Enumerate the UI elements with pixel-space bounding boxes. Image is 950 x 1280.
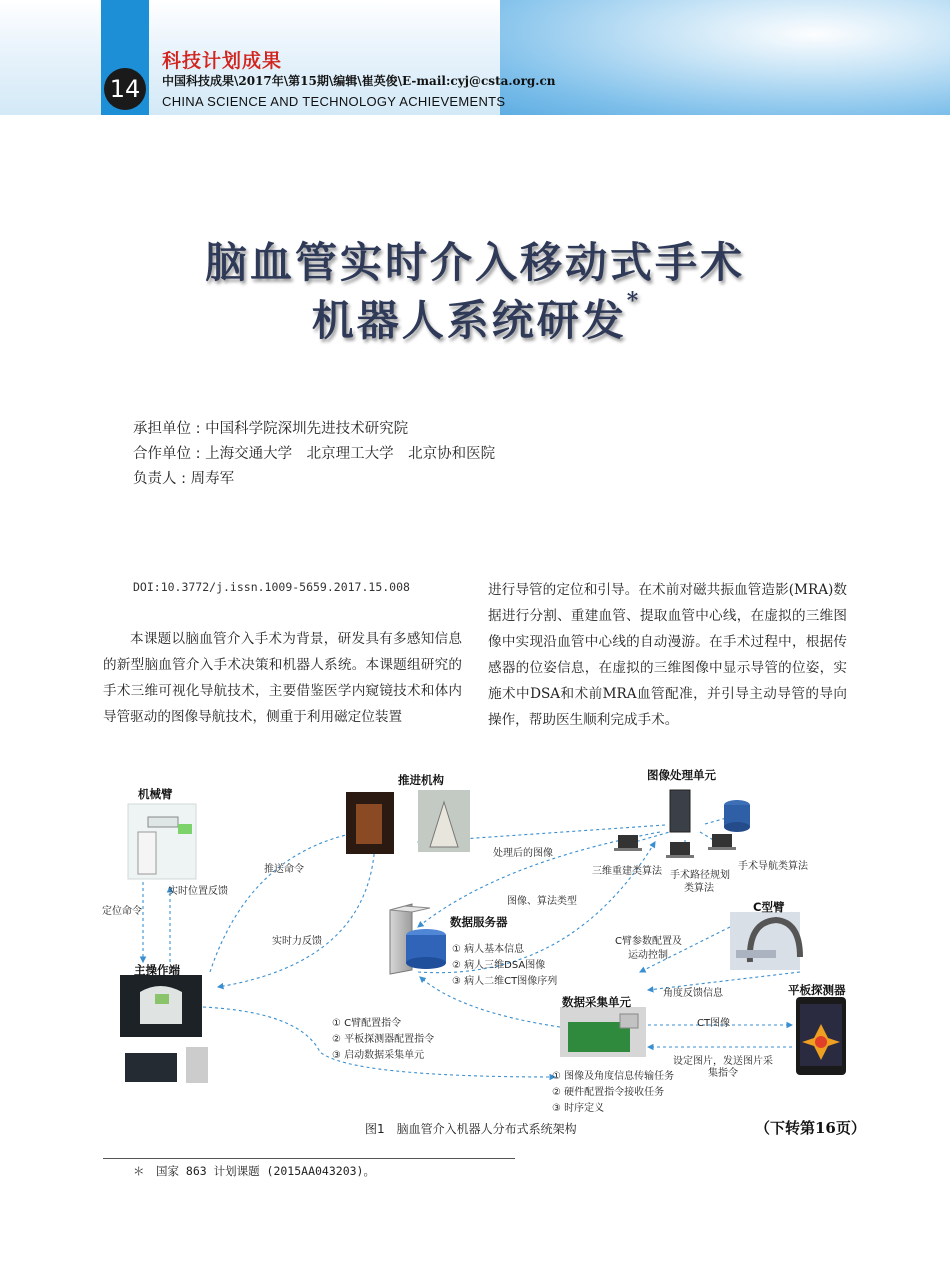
partner-value: 上海交通大学 北京理工大学 北京协和医院 (205, 446, 496, 462)
footnote-rule (103, 1158, 515, 1159)
label-position-command: 定位命令 (102, 906, 142, 917)
label-angle-feedback: 角度反馈信息 (663, 988, 723, 999)
colon: : (191, 421, 206, 437)
journal-meta: 中国科技成果\2017年\第15期\编辑\崔英俊\E-mail:cyj@csta.org.cn (162, 74, 556, 88)
node-image-processing-unit: 图像处理单元 (647, 768, 716, 782)
label-push-command: 推送命令 (264, 864, 304, 875)
node-robot-arm: 机械臂 (138, 787, 173, 801)
figure-caption: 图1 脑血管介入机器人分布式系统架构 (365, 1122, 577, 1136)
c-arm-image (730, 912, 800, 970)
undertaker-label: 承担单位 (133, 421, 191, 437)
image-processing-unit-images (614, 790, 750, 858)
robot-arm-image (128, 804, 196, 879)
label-path-algo-2: 类算法 (684, 883, 714, 894)
label-carm-config-2: 运动控制 (628, 950, 668, 961)
push-mechanism-images (346, 790, 470, 854)
label-server-item-1: ① 病人基本信息 (452, 944, 525, 955)
colon: : (191, 446, 206, 462)
colon: : (176, 471, 191, 487)
label-recon-algo: 三维重建类算法 (592, 866, 662, 877)
node-data-acquisition: 数据采集单元 (562, 995, 631, 1009)
data-server-image (390, 904, 446, 974)
partner-label: 合作单位 (133, 446, 191, 462)
article-title-line1: 脑血管实时介入移动式手术 (204, 238, 745, 287)
system-architecture-figure (100, 762, 860, 1122)
journal-english-name: CHINA SCIENCE AND TECHNOLOGY ACHIEVEMENTS (162, 94, 506, 109)
label-ct-image: CT图像 (697, 1018, 731, 1029)
label-acq-item-1: ① 图像及角度信息传输任务 (552, 1071, 675, 1082)
footnote-mark: * (626, 288, 639, 314)
page-number: 14 (104, 68, 146, 110)
leader-label: 负责人 (133, 471, 177, 487)
section-title: 科技计划成果 (162, 50, 283, 72)
body-paragraph-left: 本课题以脑血管介入手术为背景，研发具有多感知信息的新型脑血管介入手术决策和机器人系统。本课题组研究的手术三维可视化导航技术，主要借鉴医学内窥镜技术和体内导管驱动的图像导航技术，侧重于利用磁定位装置 (103, 631, 462, 725)
body-paragraph-right: 进行导管的定位和引导。在术前对磁共振血管造影(MRA)数据进行分割、重建血管、提取血管中心线，在虚拟的三维图像中实现沿血管中心线的自动漫游。在手术过程中，根据传感器的位姿信息，在虚拟的三维图像中显示导管的位姿，实施术中DSA和术前MRA血管配准，并引导主动导管的导向操作，帮助医生顺利完成手术。 (488, 582, 847, 728)
leader-line (133, 467, 234, 488)
label-carm-config-1: C臂参数配置及 (615, 936, 682, 947)
label-force-feedback: 实时力反馈 (272, 936, 322, 947)
main-console-image (120, 975, 208, 1083)
node-push-mechanism: 推进机构 (398, 773, 444, 787)
undertaker-value: 中国科学院深圳先进技术研究院 (205, 421, 409, 437)
label-processed-image: 处理后的图像 (493, 848, 553, 859)
label-image-algo-type: 图像、算法类型 (507, 896, 577, 907)
undertaker-line (133, 417, 408, 438)
label-console-item-2: ② 平板探测器配置指令 (332, 1034, 435, 1045)
label-position-feedback: 实时位置反馈 (168, 886, 228, 897)
label-acq-item-3: ③ 时序定义 (552, 1103, 605, 1114)
flat-detector-image (796, 997, 846, 1075)
node-c-arm: C型臂 (753, 900, 785, 914)
node-data-server: 数据服务器 (450, 915, 508, 929)
header-glow (500, 0, 950, 115)
label-set-image-1: 设定图片，发送图片采 (673, 1056, 773, 1067)
label-nav-algo: 手术导航类算法 (738, 861, 808, 872)
label-server-item-2: ② 病人三维DSA图像 (452, 960, 546, 971)
label-path-algo-1: 手术路径规划 (670, 870, 730, 881)
label-console-item-1: ① C臂配置指令 (332, 1018, 402, 1029)
continued-note: （下转第16页） (755, 1119, 866, 1137)
node-flat-detector: 平板探测器 (788, 983, 846, 997)
data-acquisition-image (560, 1007, 646, 1057)
node-main-console: 主操作端 (134, 963, 180, 977)
label-server-item-3: ③ 病人二维CT图像序列 (452, 976, 558, 987)
leader-value: 周寿军 (190, 471, 235, 487)
label-set-image-2: 集指令 (708, 1068, 738, 1079)
doi: DOI:10.3772/j.issn.1009-5659.2017.15.008 (133, 580, 410, 594)
label-acq-item-2: ② 硬件配置指令接收任务 (552, 1087, 665, 1098)
partner-line (133, 442, 495, 463)
article-title-line2 (0, 288, 950, 348)
label-console-item-3: ③ 启动数据采集单元 (332, 1050, 425, 1061)
footnote: ＊ 国家 863 计划课题 (2015AA043203)。 (133, 1164, 375, 1178)
article-title-line2-text: 机器人系统研发 (311, 296, 627, 345)
